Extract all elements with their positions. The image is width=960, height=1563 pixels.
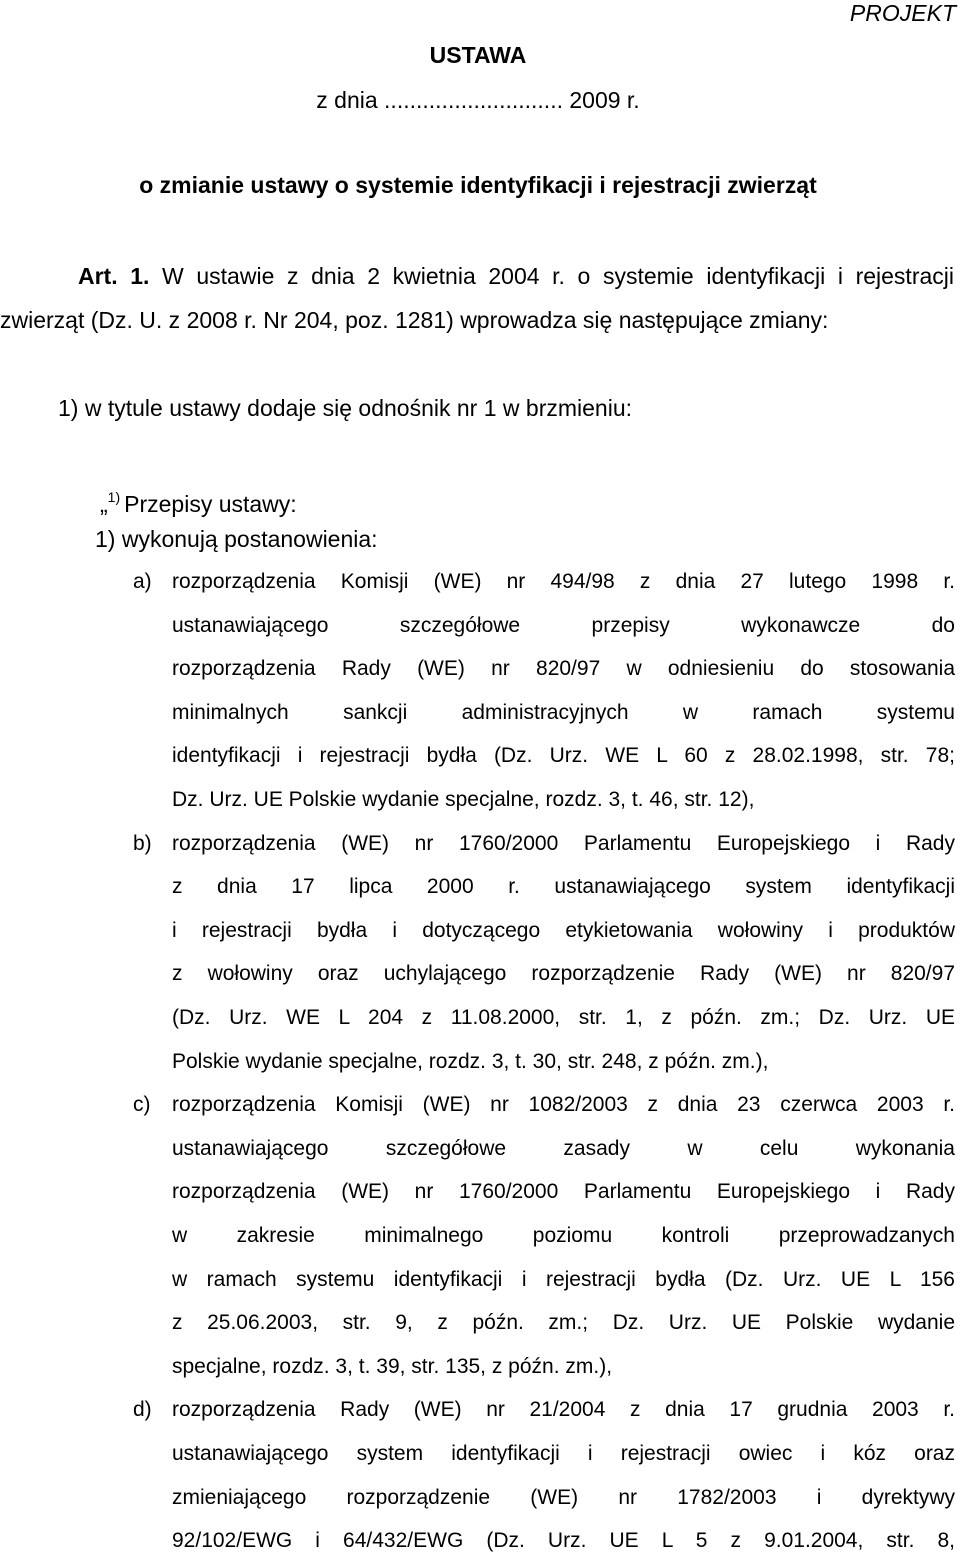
article-line-1 (78, 254, 954, 298)
regulation-item-b-line: rozporządzenia (WE) nr 1760/2000 Parlamentu Europejskiego i Rady (172, 831, 955, 855)
footnote-heading-text: Przepisy ustawy: (124, 491, 297, 517)
regulation-item-d-line: 92/102/EWG i 64/432/EWG (Dz. Urz. UE L 5 z 9.01.2004, str. 8, (172, 1529, 955, 1553)
regulation-item-c-line: rozporządzenia (WE) nr 1760/2000 Parlamentu Europejskiego i Rady (172, 1180, 955, 1204)
amendment-item-1: 1) w tytule ustawy dodaje się odnośnik nr 1 w brzmieniu: (58, 395, 633, 421)
regulation-item-a-line: identyfikacji i rejestracji bydła (Dz. Urz. WE L 60 z 28.02.1998, str. 78; (172, 744, 955, 768)
regulation-item-c-line: z 25.06.2003, str. 9, z późn. zm.; Dz. Urz. UE Polskie wydanie (172, 1311, 955, 1335)
regulation-item-a-line: Dz. Urz. UE Polskie wydanie specjalne, rozdz. 3, t. 46, str. 12), (172, 788, 755, 811)
article-line-2: zwierząt (Dz. U. z 2008 r. Nr 204, poz. 1281) wprowadza się następujące zmiany: (0, 307, 829, 333)
regulation-item-b-line: Polskie wydanie specjalne, rozdz. 3, t. 30, str. 248, z późn. zm.), (172, 1049, 769, 1073)
footnote-subitem-1: 1) wykonują postanowienia: (95, 526, 378, 552)
regulation-item-label-b: b) (133, 831, 152, 855)
regulation-item-b-line: z dnia 17 lipca 2000 r. ustanawiającego system identyfikacji (172, 875, 955, 899)
document-date: z dnia ............................ 2009 r. (316, 87, 640, 113)
regulation-item-d-line: rozporządzenia Rady (WE) nr 21/2004 z dnia 17 grudnia 2003 r. (172, 1398, 955, 1422)
regulation-item-label-d: d) (133, 1398, 152, 1422)
regulation-item-b-line: i rejestracji bydła i dotyczącego etykietowania wołowiny i produktów (172, 918, 955, 942)
regulation-item-c-line: ustanawiającego szczegółowe zasady w celu wykonania (172, 1136, 955, 1160)
opening-quote: „ (100, 491, 108, 517)
footnote-marker: 1) (107, 489, 121, 505)
article-line-1-text: W ustawie z dnia 2 kwietnia 2004 r. o systemie identyfikacji i rejestracji (149, 263, 954, 289)
regulation-item-c-line: w ramach systemu identyfikacji i rejestracji bydła (Dz. Urz. UE L 156 (172, 1267, 955, 1291)
regulation-item-d-line: zmieniającego rozporządzenie (WE) nr 1782/2003 i dyrektywy (172, 1485, 955, 1509)
document-title: USTAWA (429, 42, 527, 68)
regulation-item-b-line: z wołowiny oraz uchylającego rozporządzenie Rady (WE) nr 820/97 (172, 962, 955, 986)
document-subtitle: o zmianie ustawy o systemie identyfikacji i rejestracji zwierząt (139, 172, 817, 198)
regulation-item-c-line: specjalne, rozdz. 3, t. 39, str. 135, z późn. zm.), (172, 1354, 613, 1378)
regulation-item-c-line: w zakresie minimalnego poziomu kontroli przeprowadzanych (172, 1224, 955, 1247)
regulation-item-c-line: rozporządzenia Komisji (WE) nr 1082/2003 z dnia 23 czerwca 2003 r. (172, 1093, 955, 1117)
regulation-item-a-line: rozporządzenia Komisji (WE) nr 494/98 z dnia 27 lutego 1998 r. (172, 570, 955, 593)
regulation-item-a-line: rozporządzenia Rady (WE) nr 820/97 w odniesieniu do stosowania (172, 657, 955, 681)
regulation-item-label-c: c) (133, 1093, 151, 1117)
regulation-item-a-line: ustanawiającego szczegółowe przepisy wykonawcze do (172, 613, 955, 637)
article-number: Art. 1. (78, 263, 150, 289)
regulation-item-a-line: minimalnych sankcji administracyjnych w ramach systemu (172, 700, 955, 724)
regulation-item-d-line: ustanawiającego system identyfikacji i rejestracji owiec i kóz oraz (172, 1442, 955, 1465)
regulation-item-b-line: (Dz. Urz. WE L 204 z 11.08.2000, str. 1, z późn. zm.; Dz. Urz. UE (172, 1006, 955, 1029)
regulation-item-label-a: a) (133, 570, 152, 593)
projekt-label: PROJEKT (849, 0, 956, 26)
